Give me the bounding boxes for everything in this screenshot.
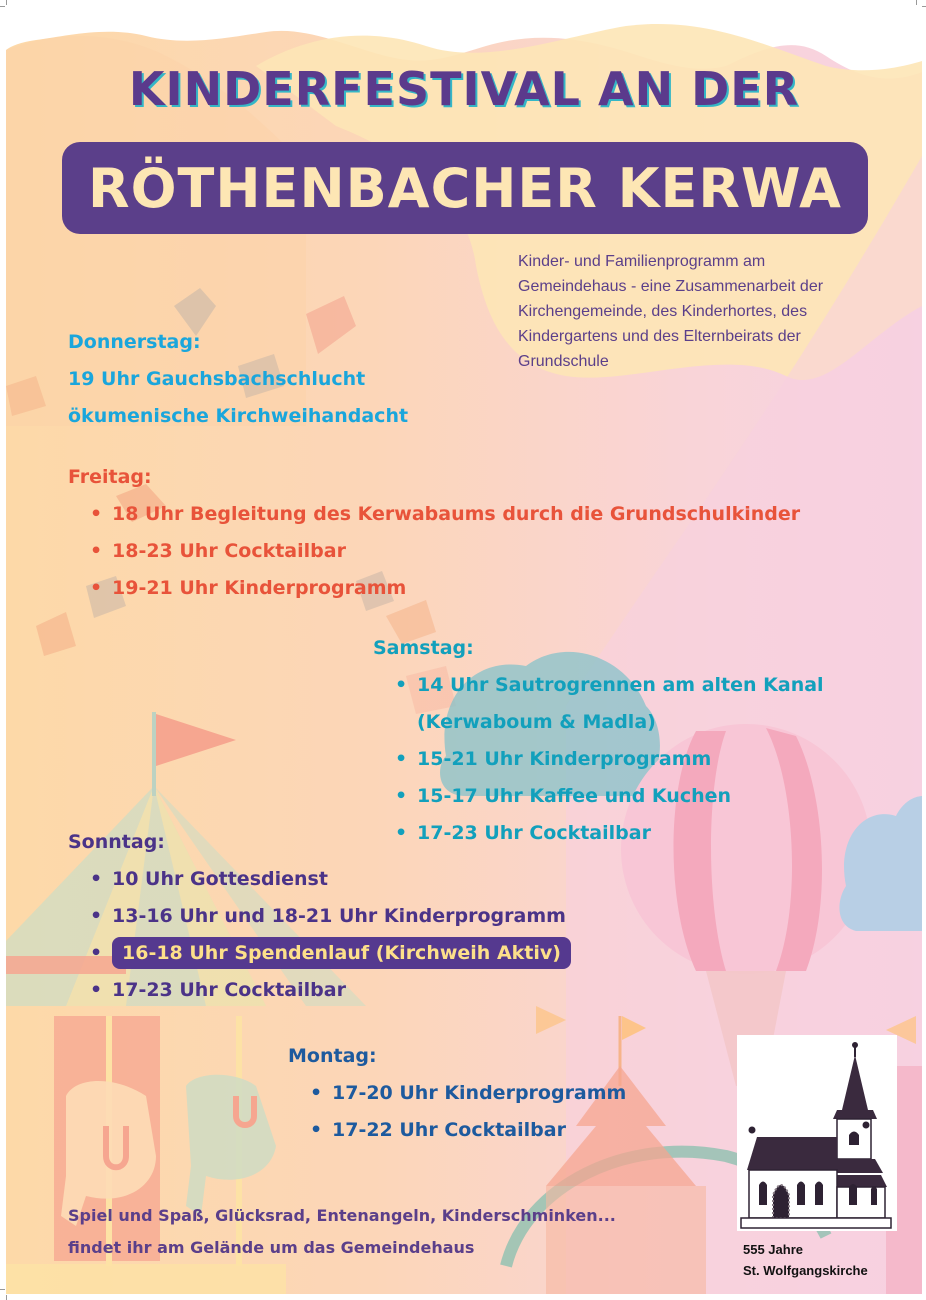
event-item: • 13-16 Uhr und 18-21 Uhr Kinderprogramm <box>90 898 571 935</box>
day-heading: Freitag: <box>68 466 152 488</box>
poster <box>6 6 922 1294</box>
event-item: • 17-23 Uhr Cocktailbar <box>395 815 824 852</box>
event-item: • 19-21 Uhr Kinderprogramm <box>90 570 800 607</box>
event-item: • 17-23 Uhr Cocktailbar <box>90 972 571 1009</box>
crop-mark <box>6 1295 7 1300</box>
event-list <box>68 496 800 607</box>
intro-line: Kinder- und Familienprogramm am <box>518 253 766 270</box>
event-list <box>68 861 571 1009</box>
event-item-highlighted <box>90 935 571 972</box>
event-item: • 18-23 Uhr Cocktailbar <box>90 533 800 570</box>
day-sunday <box>68 824 571 1009</box>
event-item <box>395 667 824 741</box>
footer-line: findet ihr am Gelände um das Gemeindehaus <box>68 1238 475 1257</box>
day-thursday <box>68 324 408 435</box>
event-text: 14 Uhr Sautrogrennen am alten Kanal <box>417 674 824 696</box>
crop-mark <box>916 0 917 5</box>
event-line: 19 Uhr Gauchsbachschlucht <box>68 368 366 390</box>
event-line: ökumenische Kirchweihandacht <box>68 405 409 427</box>
event-list <box>288 1075 626 1149</box>
event-item: • 10 Uhr Gottesdienst <box>90 861 571 898</box>
title-line-2: RÖTHENBACHER KERWA <box>88 156 842 220</box>
event-item: • 17-22 Uhr Cocktailbar <box>310 1112 626 1149</box>
crop-mark <box>6 0 7 5</box>
day-heading: Donnerstag: <box>68 331 201 353</box>
event-item: • 18 Uhr Begleitung des Kerwabaums durch die Grundschulkinder <box>90 496 800 533</box>
crop-mark <box>0 6 5 7</box>
day-heading: Samstag: <box>373 637 474 659</box>
church-illustration <box>737 1035 897 1231</box>
day-friday <box>68 459 800 607</box>
event-text-continuation: (Kerwaboum & Madla) <box>417 711 656 733</box>
event-item: • 15-17 Uhr Kaffee und Kuchen <box>395 778 824 815</box>
church-caption-line: St. Wolfgangskirche <box>743 1263 868 1278</box>
highlight-badge: 16-18 Uhr Spendenlauf (Kirchweih Aktiv) <box>112 937 571 969</box>
day-heading: Montag: <box>288 1045 377 1067</box>
title-banner <box>62 142 868 234</box>
church-icon <box>737 1035 897 1231</box>
intro-line: Gemeindehaus - eine Zusammenarbeit der <box>518 278 824 295</box>
event-item: • 17-20 Uhr Kinderprogramm <box>310 1075 626 1112</box>
intro-line: Kindergartens und des Elternbeirats der <box>518 328 801 345</box>
day-heading: Sonntag: <box>68 831 165 853</box>
intro-text <box>518 249 898 374</box>
church-caption-line: 555 Jahre <box>743 1242 803 1257</box>
day-monday <box>288 1038 626 1149</box>
day-saturday <box>373 630 824 852</box>
footer-text <box>68 1200 616 1264</box>
crop-mark <box>0 1289 5 1290</box>
intro-line: Grundschule <box>518 353 609 370</box>
footer-line: Spiel und Spaß, Glücksrad, Entenangeln, Kinderschminken... <box>68 1206 616 1225</box>
title-line-1: KINDERFESTIVAL AN DER <box>128 62 800 116</box>
intro-line: Kirchengemeinde, des Kinderhortes, des <box>518 303 808 320</box>
event-item: • 15-21 Uhr Kinderprogramm <box>395 741 824 778</box>
church-caption <box>743 1239 868 1281</box>
